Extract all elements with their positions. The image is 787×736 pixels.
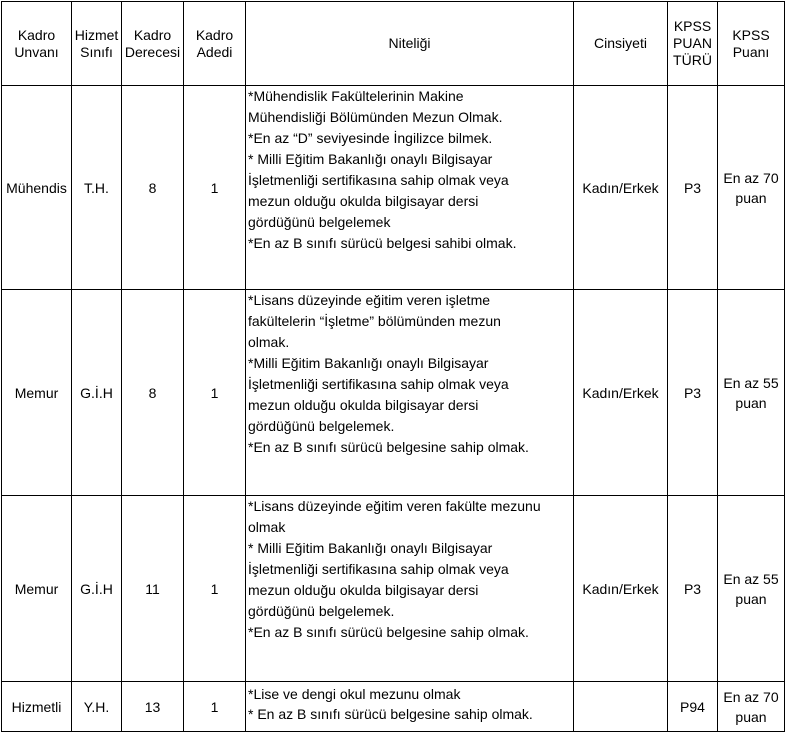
hizmet-sinifi-cell: G.İ.H: [72, 496, 122, 682]
kadro-derecesi-cell: 11: [122, 496, 184, 682]
kadro-derecesi-cell: 8: [122, 290, 184, 496]
niteligi-cell: *Mühendislik Fakültelerinin Makine Mühendisliği Bölümünden Mezun Olmak. *En az “D” seviyesinde İngilizce bilmek. * Milli Eğitim Bakanlığı onaylı Bilgisayar İşletmenliği sertifikasına sahip olmak veya mezun olduğu okulda bilgisayar dersi gördüğünü belgelemek *En az B sınıfı sürücü belgesi sahibi olmak.: [246, 86, 574, 290]
kpss-puani-cell: En az 55 puan: [718, 496, 785, 682]
cinsiyeti-cell: Kadın/Erkek: [574, 86, 668, 290]
cinsiyeti-cell: [574, 682, 668, 732]
kadro-unvani-cell: Memur: [2, 290, 72, 496]
header-niteligi: Niteliği: [246, 2, 574, 86]
niteligi-cell: *Lisans düzeyinde eğitim veren işletme fakültelerin “İşletme” bölümünden mezun olmak. *Milli Eğitim Bakanlığı onaylı Bilgisayar İşletmenliği sertifikasına sahip olmak veya mezun olduğu okulda bilgisayar dersi gördüğünü belgelemek. *En az B sınıfı sürücü belgesine sahip olmak.: [246, 290, 574, 496]
table-row: [2, 682, 785, 732]
kpss-puan-turu-cell: P94: [668, 682, 718, 732]
kpss-puani-cell: En az 70 puan: [718, 682, 785, 732]
kadro-unvani-cell: Mühendis: [2, 86, 72, 290]
header-kpss-puani: KPSS Puanı: [718, 2, 785, 86]
kpss-puan-turu-cell: P3: [668, 86, 718, 290]
header-kadro-unvani: Kadro Unvanı: [2, 2, 72, 86]
cinsiyeti-cell: Kadın/Erkek: [574, 290, 668, 496]
table-row: [2, 290, 785, 496]
niteligi-cell: *Lisans düzeyinde eğitim veren fakülte mezunu olmak * Milli Eğitim Bakanlığı onaylı Bilgisayar İşletmenliği sertifikasına sahip olmak veya mezun olduğu okulda bilgisayar dersi gördüğünü belgelemek. *En az B sınıfı sürücü belgesine sahip olmak.: [246, 496, 574, 682]
kpss-puani-cell: En az 55 puan: [718, 290, 785, 496]
header-kpss-puan-turu: KPSS PUAN TÜRÜ: [668, 2, 718, 86]
kadro-unvani-cell: Memur: [2, 496, 72, 682]
kadro-unvani-cell: Hizmetli: [2, 682, 72, 732]
kadro-derecesi-cell: 8: [122, 86, 184, 290]
header-kadro-adedi: Kadro Adedi: [184, 2, 246, 86]
cinsiyeti-cell: Kadın/Erkek: [574, 496, 668, 682]
kadro-adedi-cell: 1: [184, 86, 246, 290]
header-kadro-derecesi: Kadro Derecesi: [122, 2, 184, 86]
kadro-adedi-cell: 1: [184, 682, 246, 732]
hizmet-sinifi-cell: G.İ.H: [72, 290, 122, 496]
hizmet-sinifi-cell: T.H.: [72, 86, 122, 290]
kpss-puan-turu-cell: P3: [668, 496, 718, 682]
kadro-table: [1, 1, 785, 732]
header-hizmet-sinifi: Hizmet Sınıfı: [72, 2, 122, 86]
header-row: [2, 2, 785, 86]
kadro-derecesi-cell: 13: [122, 682, 184, 732]
header-cinsiyeti: Cinsiyeti: [574, 2, 668, 86]
hizmet-sinifi-cell: Y.H.: [72, 682, 122, 732]
kadro-adedi-cell: 1: [184, 290, 246, 496]
table-row: [2, 496, 785, 682]
kpss-puan-turu-cell: P3: [668, 290, 718, 496]
kpss-puani-cell: En az 70 puan: [718, 86, 785, 290]
table-row: [2, 86, 785, 290]
kadro-adedi-cell: 1: [184, 496, 246, 682]
niteligi-cell: *Lise ve dengi okul mezunu olmak * En az B sınıfı sürücü belgesine sahip olmak.: [246, 682, 574, 732]
